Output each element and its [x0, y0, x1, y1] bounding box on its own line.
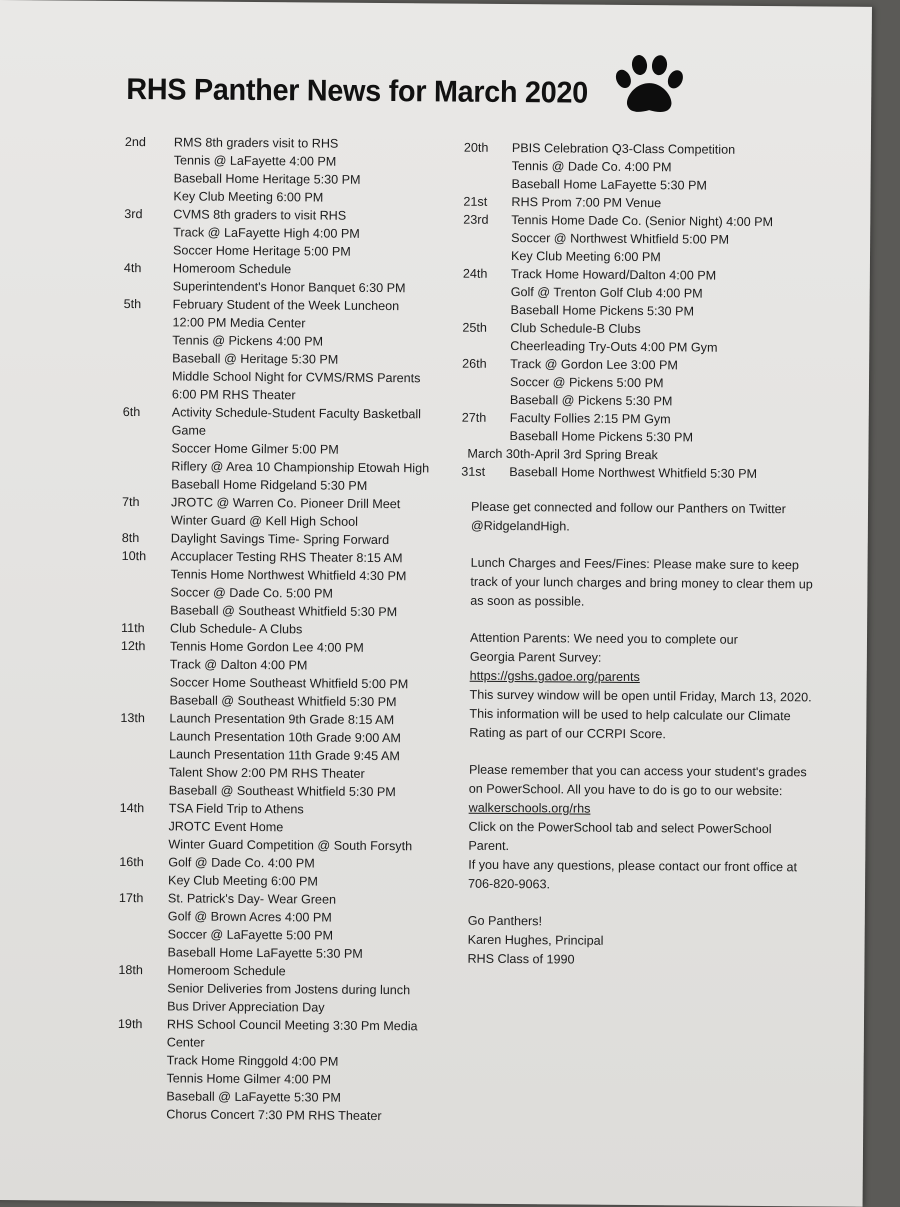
- survey-link[interactable]: https://gshs.gadoe.org/parents: [469, 668, 640, 685]
- entry-events: [168, 799, 449, 855]
- event-line: Baseball Home Ridgeland 5:30 PM: [171, 477, 368, 493]
- entry-day: 14th: [119, 800, 145, 816]
- event-line: RHS School Council Meeting 3:30 Pm Media: [166, 1017, 418, 1034]
- website-link[interactable]: walkerschools.org/rhs: [468, 800, 591, 816]
- twitter-handle: @RidgelandHigh.: [470, 518, 570, 534]
- event-line: Key Club Meeting 6:00 PM: [173, 189, 324, 205]
- entry-day: 19th: [117, 1016, 143, 1032]
- entry-events: [171, 403, 453, 495]
- event-line: Baseball @ Southeast Whitfield 5:30 PM: [169, 693, 397, 710]
- schedule-left-entry: [122, 403, 453, 496]
- event-line: Baseball @ Southeast Whitfield 5:30 PM: [168, 783, 396, 800]
- event-line: Soccer Home Southeast Whitfield 5:00 PM: [169, 675, 409, 692]
- schedule-right-entry: [463, 265, 823, 322]
- event-line: Game: [171, 423, 206, 438]
- event-line: Tennis @ LaFayette 4:00 PM: [173, 153, 337, 169]
- event-line: Baseball Home LaFayette 5:30 PM: [167, 945, 363, 961]
- announcements: [467, 498, 816, 990]
- event-line: Tennis Home Gordon Lee 4:00 PM: [169, 639, 364, 655]
- entry-events: [166, 1015, 448, 1125]
- powerschool-note: Please remember that you can access your student's grades on PowerSchool. All you have to do is go to our website: walkerschools.org/rhs Click on the PowerSchool tab and select PowerSchool Parent. If you have any questions, please contact our front office at 706-820-9063.: [468, 761, 814, 897]
- entry-events: [511, 265, 823, 321]
- schedule-left-entry: [120, 709, 451, 802]
- entry-day: 2nd: [124, 134, 146, 150]
- event-line: Tennis @ Dade Co. 4:00 PM: [511, 159, 672, 175]
- entry-day: 6th: [122, 404, 141, 420]
- event-line: Baseball Home LaFayette 5:30 PM: [511, 177, 707, 193]
- schedule-right-entry: [463, 211, 823, 268]
- entry-day: 13th: [120, 710, 145, 726]
- lunch-note: Lunch Charges and Fees/Fines: Please make sure to keep track of your lunch charges and bring money to clear them up as soon as possible.: [470, 555, 813, 609]
- event-line: JROTC Event Home: [168, 819, 284, 835]
- schedule-right-entry: [462, 319, 822, 358]
- event-line: Club Schedule- A Clubs: [170, 621, 303, 637]
- event-line: Middle School Night for CVMS/RMS Parents: [171, 369, 421, 386]
- entry-events: [509, 463, 821, 483]
- event-line: Track @ Dalton 4:00 PM: [169, 657, 308, 673]
- entry-events: [169, 709, 451, 801]
- entry-events: [169, 637, 451, 711]
- entry-day: 24th: [462, 266, 488, 281]
- event-line: Baseball @ Heritage 5:30 PM: [172, 351, 339, 367]
- event-line: Superintendent's Honor Banquet 6:30 PM: [172, 279, 406, 296]
- schedule-left-entry: [124, 259, 454, 298]
- entry-day: 23rd: [463, 212, 489, 227]
- entry-day: 18th: [118, 962, 143, 978]
- event-line: Chorus Concert 7:30 PM RHS Theater: [166, 1107, 382, 1124]
- event-line: Soccer @ Dade Co. 5:00 PM: [170, 585, 333, 601]
- event-line: Baseball Home Heritage 5:30 PM: [173, 171, 361, 187]
- event-line: Soccer @ Northwest Whitfield 5:00 PM: [511, 231, 730, 247]
- entry-events: [170, 619, 451, 639]
- survey-note: Attention Parents: We need you to complete our Georgia Parent Survey: https://gshs.gadoe.org/parents This survey window will be open until Friday, March 13, 2020. This information will be used to help calculate our Climate Rating as part of our CCRPI Score.: [469, 629, 815, 746]
- schedule-left-entry: [124, 133, 455, 208]
- page-title: RHS Panther News for March 2020: [126, 72, 589, 110]
- event-line: Bus Driver Appreciation Day: [167, 999, 325, 1015]
- event-line: Cheerleading Try-Outs 4:00 PM Gym: [510, 339, 718, 355]
- event-line: Senior Deliveries from Jostens during lunch: [167, 981, 411, 998]
- schedule-left-entry: [124, 205, 454, 262]
- event-line: RHS Prom 7:00 PM Venue: [511, 195, 662, 211]
- entry-day: 26th: [462, 356, 487, 371]
- event-line: Launch Presentation 11th Grade 9:45 AM: [169, 747, 400, 764]
- entry-events: [171, 529, 452, 549]
- event-line: Track @ Gordon Lee 3:00 PM: [510, 357, 678, 373]
- schedule-left-column: [117, 133, 455, 1126]
- event-line: PBIS Celebration Q3-Class Competition: [511, 141, 736, 157]
- schedule-left-entry: [117, 1015, 448, 1126]
- schedule-left-entry: [119, 853, 449, 892]
- entry-events: [510, 319, 822, 357]
- event-line: Activity Schedule-Student Faculty Basketball: [171, 405, 422, 422]
- schedule-left-entry: [121, 547, 452, 622]
- event-line: 6:00 PM RHS Theater: [171, 387, 296, 403]
- entry-events: [511, 211, 823, 267]
- event-line: Baseball @ Pickens 5:30 PM: [509, 393, 673, 409]
- paw-print-icon: [611, 53, 687, 116]
- event-line: March 30th-April 3rd Spring Break: [467, 446, 658, 463]
- schedule-left-entry: [118, 889, 449, 964]
- entry-events: [167, 961, 448, 1017]
- schedule-right-entry: [462, 355, 822, 412]
- event-line: Launch Presentation 9th Grade 8:15 AM: [169, 711, 395, 728]
- event-line: Tennis Home Gilmer 4:00 PM: [166, 1071, 332, 1087]
- entry-events: [173, 205, 454, 261]
- event-line: Homeroom Schedule: [172, 261, 292, 277]
- entry-day: 12th: [120, 638, 146, 654]
- principal-name: Karen Hughes, Principal: [467, 932, 604, 948]
- entry-day: 11th: [121, 620, 145, 636]
- entry-day: 17th: [118, 890, 144, 906]
- event-line: Launch Presentation 10th Grade 9:00 AM: [169, 729, 402, 746]
- event-line: Center: [166, 1035, 205, 1050]
- entry-day: 31st: [461, 464, 486, 479]
- entry-day: 20th: [463, 140, 489, 155]
- entry-day: 8th: [121, 530, 140, 546]
- entry-events: [173, 133, 455, 207]
- event-line: Riflery @ Area 10 Championship Etowah High: [171, 459, 430, 476]
- entry-day: 10th: [121, 548, 147, 564]
- event-line: Faculty Follies 2:15 PM Gym: [509, 411, 671, 427]
- event-line: Golf @ Brown Acres 4:00 PM: [167, 909, 332, 925]
- event-line: 12:00 PM Media Center: [172, 315, 306, 331]
- entry-events: [171, 493, 452, 531]
- event-line: Soccer @ LaFayette 5:00 PM: [167, 927, 334, 943]
- event-line: Golf @ Dade Co. 4:00 PM: [168, 855, 315, 871]
- entry-events: [168, 853, 449, 891]
- event-line: Baseball @ Southeast Whitfield 5:30 PM: [170, 603, 398, 620]
- schedule-left-entry: [118, 961, 448, 1018]
- event-line: Baseball Home Pickens 5:30 PM: [509, 429, 694, 445]
- event-line: Golf @ Trenton Golf Club 4:00 PM: [510, 285, 703, 301]
- event-line: Baseball @ LaFayette 5:30 PM: [166, 1089, 341, 1105]
- entry-events: [172, 295, 454, 405]
- event-line: February Student of the Week Luncheon: [172, 297, 400, 314]
- event-line: Soccer Home Heritage 5:00 PM: [172, 243, 351, 259]
- event-line: Tennis @ Pickens 4:00 PM: [172, 333, 324, 349]
- entry-day: 5th: [123, 296, 142, 312]
- entry-day: 3rd: [124, 206, 143, 222]
- event-line: Baseball Home Northwest Whitfield 5:30 PM: [509, 465, 758, 481]
- schedule-left-entry: [122, 493, 452, 532]
- event-line: RMS 8th graders visit to RHS: [173, 135, 339, 151]
- event-line: Key Club Meeting 6:00 PM: [510, 249, 661, 265]
- event-line: TSA Field Trip to Athens: [168, 801, 304, 817]
- schedule-right-entry: [464, 139, 824, 196]
- entry-events: [170, 547, 452, 621]
- entry-events: [510, 409, 822, 447]
- event-line: Accuplacer Testing RHS Theater 8:15 AM: [170, 549, 403, 566]
- signoff: Go Panthers! Karen Hughes, Principal RHS Class of 1990: [467, 912, 812, 972]
- event-line: Winter Guard @ Kell High School: [170, 513, 359, 529]
- event-line: CVMS 8th graders to visit RHS: [173, 207, 347, 223]
- event-line: Baseball Home Pickens 5:30 PM: [510, 303, 695, 319]
- event-line: Winter Guard Competition @ South Forsyth: [168, 837, 413, 854]
- entry-day: 16th: [119, 854, 144, 870]
- event-line: Track @ LaFayette High 4:00 PM: [173, 225, 360, 241]
- event-line: Track Home Ringgold 4:00 PM: [166, 1053, 339, 1069]
- event-line: Homeroom Schedule: [167, 963, 286, 979]
- entry-events: [173, 259, 454, 297]
- entry-day: 27th: [461, 410, 487, 425]
- event-line: Daylight Savings Time- Spring Forward: [170, 531, 390, 548]
- schedule-left-entry: [119, 799, 449, 856]
- event-line: Soccer Home Gilmer 5:00 PM: [171, 441, 339, 457]
- schedule-right-entry: [462, 409, 822, 448]
- entry-events: [167, 889, 449, 963]
- event-line: Tennis Home Northwest Whitfield 4:30 PM: [170, 567, 407, 584]
- event-line: Tennis Home Dade Co. (Senior Night) 4:00 PM: [511, 213, 774, 230]
- entry-day: 4th: [123, 260, 142, 276]
- event-line: Talent Show 2:00 PM RHS Theater: [168, 765, 365, 781]
- schedule-right-entry: [461, 463, 821, 484]
- event-line: JROTC @ Warren Co. Pioneer Drill Meet: [171, 495, 401, 512]
- schedule-right-column: [461, 139, 824, 484]
- twitter-note: Please get connected and follow our Panthers on Twitter @RidgelandHigh.: [471, 498, 816, 539]
- event-line: Soccer @ Pickens 5:00 PM: [509, 375, 664, 391]
- schedule-left-entry: [120, 637, 451, 712]
- entry-events: [511, 139, 823, 195]
- entry-day: 25th: [462, 320, 488, 335]
- event-line: Track Home Howard/Dalton 4:00 PM: [510, 267, 717, 283]
- entry-day: 7th: [122, 494, 140, 510]
- event-line: Key Club Meeting 6:00 PM: [168, 873, 318, 889]
- schedule-left-entry: [123, 295, 454, 406]
- entry-events: [510, 355, 822, 411]
- event-line: St. Patrick's Day- Wear Green: [167, 891, 337, 907]
- entry-day: 21st: [463, 194, 488, 209]
- event-line: Club Schedule-B Clubs: [510, 321, 641, 337]
